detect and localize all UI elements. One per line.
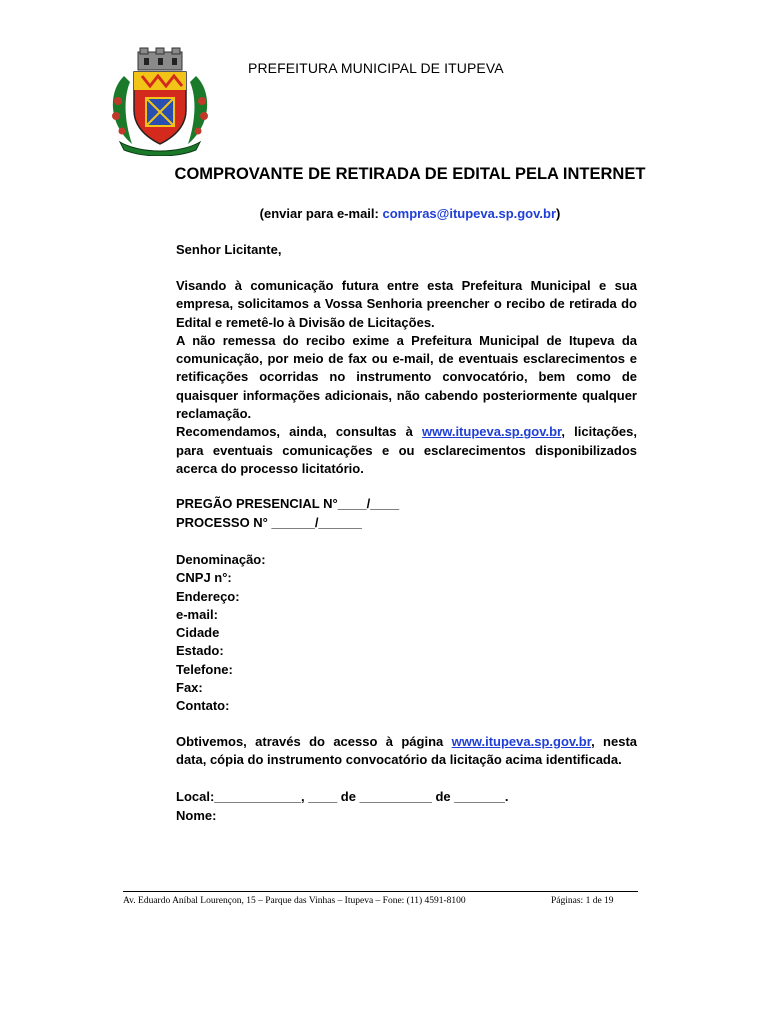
website-link[interactable]: www.itupeva.sp.gov.br <box>421 424 562 440</box>
body-text <box>176 277 637 478</box>
field-contato: Contato: <box>176 698 230 714</box>
local-line: Local:____________, ____ de __________ de _______. <box>176 789 509 804</box>
footer-page-count: Páginas: 1 de 19 <box>551 896 614 906</box>
field-fax: Fax: <box>176 680 203 696</box>
footer-address: Av. Eduardo Aníbal Lourençon, 15 – Parque das Vinhas – Itupeva – Fone: (11) 4591-8100 <box>123 896 466 906</box>
footer-divider <box>123 891 638 892</box>
field-telefone: Telefone: <box>176 661 233 677</box>
signature-block <box>176 788 509 825</box>
paragraph-2: A não remessa do recibo exime a Prefeitura Municipal de Itupeva da comunicação, por meio de fax ou e-mail, de eventuais esclarecimentos e retificações ocorridas no instrumento convocatório, bem como de quaisquer informações adicionais, não cabendo posteriormente qualquer reclamação. <box>176 332 637 422</box>
greeting: Senhor Licitante, <box>176 242 282 257</box>
document-title: COMPROVANTE DE RETIRADA DE EDITAL PELA INTERNET <box>174 165 646 183</box>
field-endereco: Endereço: <box>176 588 240 604</box>
header-title: PREFEITURA MUNICIPAL DE ITUPEVA <box>248 60 504 76</box>
obtained-prefix: Obtivemos, através do acesso à página <box>176 734 452 749</box>
field-email: e-mail: <box>176 606 218 622</box>
email-link[interactable]: compras@itupeva.sp.gov.br <box>382 206 557 221</box>
municipal-crest-logo <box>104 46 216 156</box>
subtitle-suffix: ) <box>556 206 561 221</box>
form-fields <box>176 551 266 716</box>
processo-line: PROCESSO N° ______/______ <box>176 514 362 530</box>
nome-line: Nome: <box>176 807 217 823</box>
field-denominacao: Denominação: <box>176 552 266 567</box>
paragraph-1: Visando à comunicação futura entre esta Prefeitura Municipal e sua empresa, solicitamos a Vossa Senhoria preencher o recibo de retirada do Edital e remetê-lo à Divisão de Licitações. <box>176 278 637 330</box>
obtained-paragraph <box>176 733 637 770</box>
paragraph-3-suffix: , licitações, para eventuais comunicações e ou esclarecimentos disponibilizados acerca do processo licitatório. <box>176 424 638 476</box>
field-cidade: Cidade <box>176 625 220 641</box>
paragraph-3-prefix: Recomendamos, ainda, consultas à <box>176 424 422 440</box>
field-cnpj: CNPJ n°: <box>176 570 232 586</box>
document-subtitle <box>140 206 680 221</box>
obtained-suffix: , nesta data, cópia do instrumento convocatório da licitação acima identificada. <box>176 734 638 768</box>
pregao-line: PREGÃO PRESENCIAL N°____/____ <box>176 496 400 511</box>
process-block <box>176 495 399 532</box>
paragraph-3 <box>176 423 637 478</box>
subtitle-prefix: (enviar para e-mail: <box>259 206 383 221</box>
website-link-2[interactable]: www.itupeva.sp.gov.br <box>451 734 592 749</box>
field-estado: Estado: <box>176 643 224 659</box>
